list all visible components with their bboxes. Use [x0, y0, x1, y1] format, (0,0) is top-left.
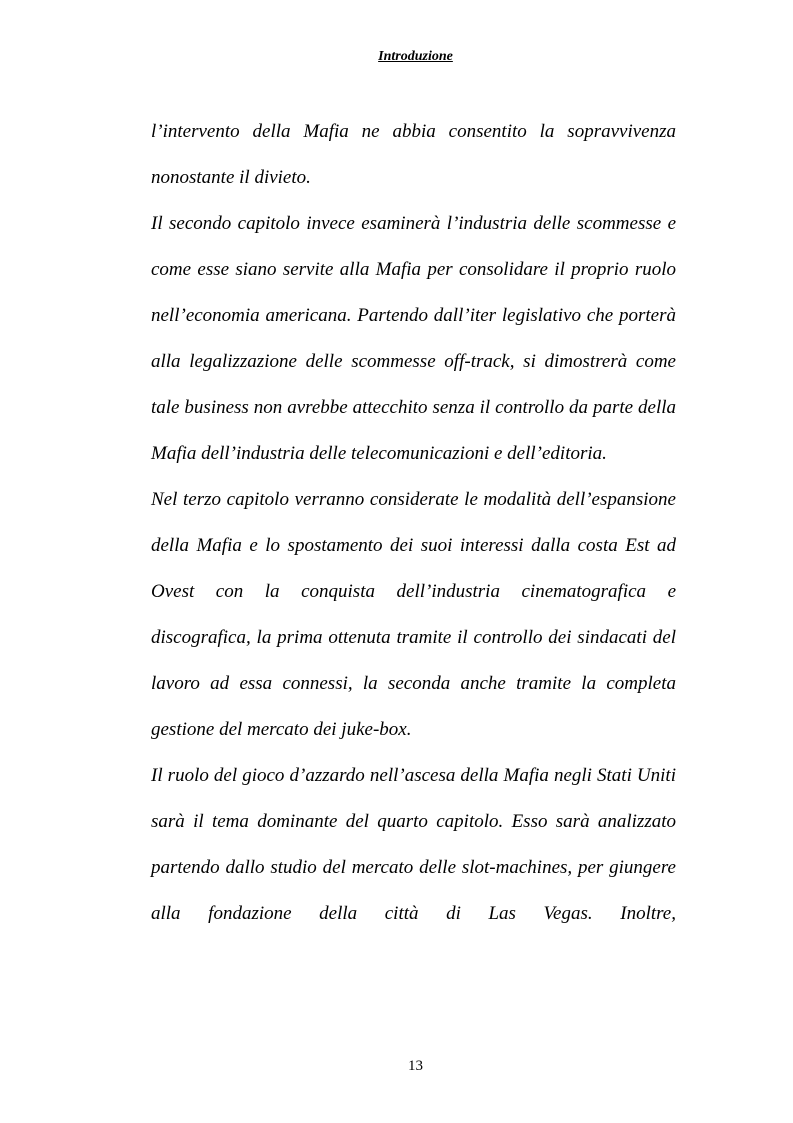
body-text [151, 109, 676, 937]
running-header: Introduzione [378, 49, 453, 64]
paragraph: Il ruolo del gioco d’azzardo nell’ascesa della Mafia negli Stati Uniti sarà il tema dominante del quarto capitolo. Esso sarà analizzato partendo dallo studio del mercato delle slot-machines, per giungere alla fondazione della città di Las Vegas. Inoltre, [151, 765, 676, 924]
paragraph: Nel terzo capitolo verranno considerate le modalità dell’espansione della Mafia e lo spostamento dei suoi interessi dalla costa Est ad Ovest con la conquista dell’industria cinematografica e discografica, la prima ottenuta tramite il controllo dei sindacati del lavoro ad essa connessi, la seconda anche tramite la completa gestione del mercato dei juke-box. [151, 489, 676, 740]
paragraph: l’intervento della Mafia ne abbia consentito la sopravvivenza nonostante il divieto. [151, 121, 676, 188]
paragraph: Il secondo capitolo invece esaminerà l’industria delle scommesse e come esse siano servite alla Mafia per consolidare il proprio ruolo nell’economia americana. Partendo dall’iter legislativo che porterà alla legalizzazione delle scommesse off-track, si dimostrerà come tale business non avrebbe attecchito senza il controllo da parte della Mafia dell’industria delle telecomunicazioni e dell’editoria. [151, 213, 676, 464]
page-number: 13 [408, 1058, 423, 1074]
